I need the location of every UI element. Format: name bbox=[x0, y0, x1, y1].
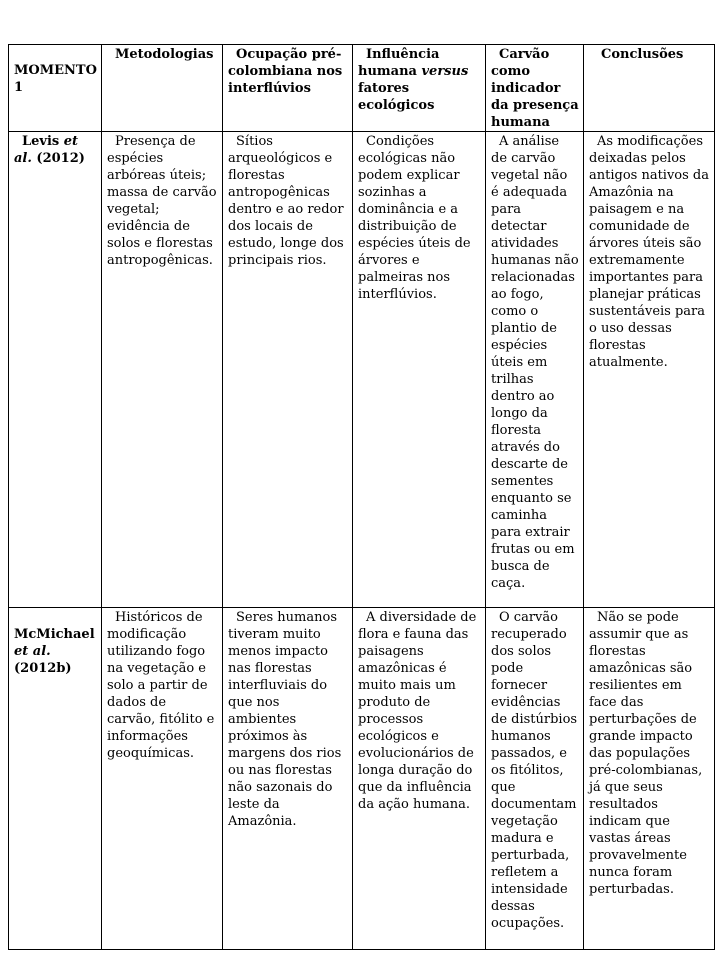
ocupacao-header bbox=[223, 45, 353, 132]
reference-cell bbox=[9, 132, 102, 608]
momento-number: 1 bbox=[14, 80, 24, 95]
conclusoes-header bbox=[584, 45, 715, 132]
conclusoes-text: As modificações deixadas pelos antigos nativos da Amazônia na paisagem e na comunidade de árvores úteis são extremamente importantes para planejar práticas sustentáveis para o uso dessas florestas atualmente. bbox=[589, 134, 710, 370]
ocupacao-text: Seres humanos tiveram muito menos impacto nas florestas interfluviais do que nos ambientes próximos às margens dos rios ou nas florestas não sazonais do leste da Amazônia. bbox=[228, 610, 342, 829]
author-etal: et al. bbox=[14, 134, 79, 166]
metodologias-header bbox=[102, 45, 223, 132]
influencia-cell bbox=[353, 132, 486, 608]
carvao-label: Carvão como indicador da presença humana bbox=[491, 47, 579, 130]
ocupacao-label: Ocupação pré-colombiana nos interflúvios bbox=[228, 47, 343, 96]
momento-label: MOMENTO bbox=[14, 63, 97, 78]
ocupacao-text: Sítios arqueológicos e florestas antropogênicas dentro e ao redor dos locais de estudo, longe dos principais rios. bbox=[228, 134, 344, 268]
influencia-text: A diversidade de flora e fauna das paisagens amazônicas é muito mais um produto de processos ecológicos e evolucionários de longa duração do que da influência da ação humana. bbox=[358, 610, 477, 812]
author-name: McMichael bbox=[14, 627, 95, 642]
influencia-label-b: fatores ecológicos bbox=[358, 81, 435, 113]
ocupacao-cell bbox=[223, 132, 353, 608]
author-year: (2012b) bbox=[14, 661, 72, 676]
metodologias-cell bbox=[102, 132, 223, 608]
carvao-cell bbox=[486, 132, 584, 608]
influencia-text: Condições ecológicas não podem explicar sozinhas a dominância e a distribuição de espécies úteis de árvores e palmeiras nos interflúvios. bbox=[358, 134, 471, 302]
metodologias-text: Presença de espécies arbóreas úteis; massa de carvão vegetal; evidência de solos e florestas antropogênicas. bbox=[107, 134, 217, 268]
metodologias-label: Metodologias bbox=[115, 47, 214, 62]
table-row bbox=[9, 132, 715, 608]
reference-cell bbox=[9, 608, 102, 950]
influencia-cell bbox=[353, 608, 486, 950]
influencia-header bbox=[353, 45, 486, 132]
metodologias-cell bbox=[102, 608, 223, 950]
carvao-text: O carvão recuperado dos solos pode fornecer evidências de distúrbios humanos passados, e os fitólitos, que documentam vegetação madura e perturbada, refletem a intensidade dessas ocupações. bbox=[491, 610, 578, 931]
carvao-cell bbox=[486, 608, 584, 950]
ocupacao-cell bbox=[223, 608, 353, 950]
author-etal: et al. bbox=[14, 644, 51, 659]
author-year: (2012) bbox=[36, 151, 85, 166]
comparison-table bbox=[8, 44, 715, 950]
conclusoes-text: Não se pode assumir que as florestas amazônicas são resilientes em face das perturbações de grande impacto das populações pré-colombianas, já que seus resultados indicam que vastas áreas provavelmente nunca foram perturbadas. bbox=[589, 610, 703, 897]
influencia-versus: versus bbox=[421, 64, 469, 79]
author-name: Levis bbox=[22, 134, 60, 149]
metodologias-text: Históricos de modificação utilizando fogo na vegetação e solo a partir de dados de carvão, fitólito e informações geoquímicas. bbox=[107, 610, 215, 761]
influencia-label-a: Influência humana bbox=[358, 47, 440, 79]
momento-header bbox=[9, 45, 102, 132]
conclusoes-cell bbox=[584, 608, 715, 950]
table-row bbox=[9, 608, 715, 950]
carvao-text: A análise de carvão vegetal não é adequada para detectar atividades humanas não relacionadas ao fogo, como o plantio de espécies úteis em trilhas dentro ao longo da floresta através do descarte de sementes enquanto se caminha para extrair frutas ou em busca de caça. bbox=[491, 134, 579, 591]
conclusoes-label: Conclusões bbox=[601, 47, 684, 62]
header-row bbox=[9, 45, 715, 132]
carvao-header bbox=[486, 45, 584, 132]
conclusoes-cell bbox=[584, 132, 715, 608]
